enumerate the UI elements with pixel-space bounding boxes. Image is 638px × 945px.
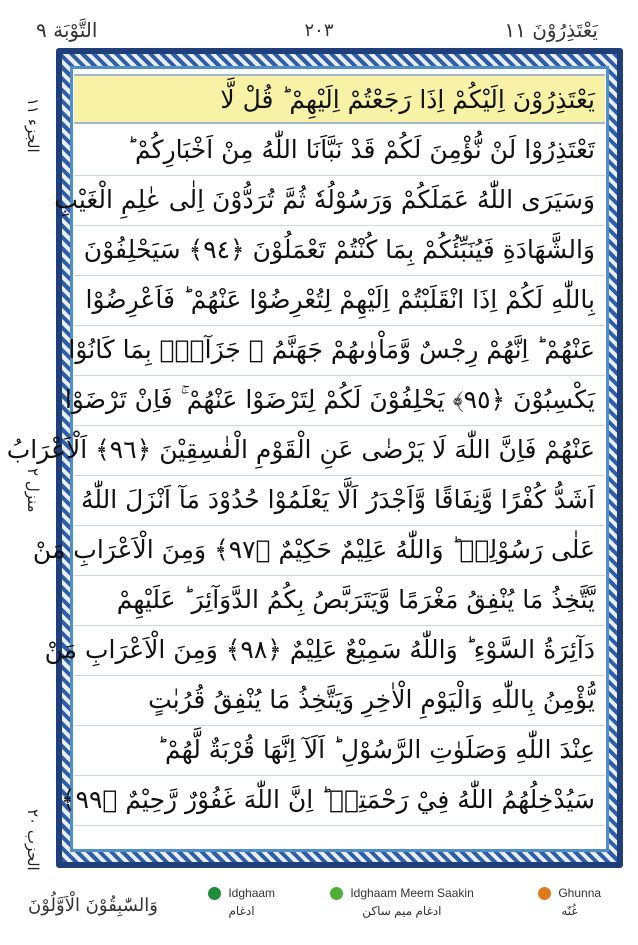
page-number: ٢٠٣: [304, 20, 334, 41]
ayah-line: يَّتَّخِذُ مَا يُنْفِقُ مَغْرَمًا وَّيَتَرَبَّصُ بِكُمُ الدَّوَآئِرَ ؕ عَلَيْهِمْ: [74, 576, 605, 626]
ayah-line: وَسَيَرَى اللّٰهُ عَمَلَكُمْ وَرَسُوْلُهٗ ثُمَّ تُرَدُّوْنَ اِلٰى عٰلِمِ الْغَيْبِ: [74, 176, 605, 226]
idghaam-dot-icon: [208, 887, 221, 900]
page-footer: [0, 880, 638, 945]
ayah-line: اَشَدُّ كُفْرًا وَّنِفَاقًا وَّاَجْدَرُ اَلَّا يَعْلَمُوْا حُدُوْدَ مَآ اَنْزَلَ اللّٰهُ: [74, 476, 605, 526]
legend-label: Idghaam: [228, 886, 276, 900]
ayah-line: بِاللّٰهِ لَكُمْ اِذَا انْقَلَبْتُمْ اِلَيْهِمْ لِتُعْرِضُوْا عَنْهُمْ ؕ فَاَعْرِضُوْا: [74, 276, 605, 326]
ayah-line: دَآئِرَةُ السَّوْءِ ؕ وَاللّٰهُ سَمِيْعٌ عَلِيْمٌ ﴿٩٨﴾ وَمِنَ الْاَعْرَابِ مَنْ: [74, 626, 605, 676]
idghaam-meem-dot-icon: [330, 887, 343, 900]
manzil-label: منزل ٢: [24, 467, 42, 513]
legend-idghaam: [208, 886, 275, 918]
legend-arabic: ادغام: [228, 904, 255, 919]
ayah-line-highlight: يَعْتَذِرُوْنَ اِلَيْكُمْ اِذَا رَجَعْتُمْ اِلَيْهِمْ ؕ قُلْ لَّا: [74, 74, 605, 124]
ayah-line: يُّؤْمِنُ بِاللّٰهِ وَالْيَوْمِ الْاٰخِرِ وَيَتَّخِذُ مَا يُنْفِقُ قُرُبٰتٍ: [74, 676, 605, 726]
legend-label: Idghaam Meem Saakin: [350, 886, 474, 900]
surah-name: التَّوْبَة ٩: [36, 18, 98, 42]
legend-arabic: غُنّه: [561, 904, 578, 919]
page-header: [0, 0, 638, 52]
ayah-line: عَلٰى رَسُوْلِهٖ ؕ وَاللّٰهُ عَلِيْمٌ حَكِيْمٌ ﴿٩٧﴾ وَمِنَ الْاَعْرَابِ مَنْ: [74, 526, 605, 576]
catchword: وَالسّٰبِقُوْنَ الْاَوَّلُوْنَ: [28, 895, 158, 916]
ayah-line: عِنْدَ اللّٰهِ وَصَلَوٰتِ الرَّسُوْلِ ؕ اَلَآ اِنَّهَا قُرْبَةٌ لَّهُمْ ؕ: [74, 726, 605, 776]
legend-idghaam-meem-saakin: [330, 886, 474, 918]
hizb-label: الحزب ٢٠: [24, 809, 42, 871]
juz-name: يَعْتَذِرُوْنَ ١١: [504, 18, 598, 42]
ayah-line: تَعْتَذِرُوْا لَنْ نُّؤْمِنَ لَكُمْ قَدْ نَبَّاَنَا اللّٰهُ مِنْ اَخْبَارِكُمْ ؕ: [74, 126, 605, 176]
ghunna-dot-icon: [538, 887, 551, 900]
ayah-line: عَنْهُمْ فَاِنَّ اللّٰهَ لَا يَرْضٰى عَنِ الْقَوْمِ الْفٰسِقِيْنَ ﴿٩٦﴾ اَلْاَعْرَابُ: [74, 426, 605, 476]
ayah-line: سَيُدْخِلُهُمُ اللّٰهُ فِيْ رَحْمَتِهٖ ؕ اِنَّ اللّٰهَ غَفُوْرٌ رَّحِيْمٌ ﴿٩٩﴾: [74, 776, 605, 826]
ayah-line: عَنْهُمْ ؕ اِنَّهُمْ رِجْسٌ وَّمَاْوٰىهُمْ جَهَنَّمُ ۚ جَزَآءًۢ بِمَا كَانُوْا: [74, 326, 605, 376]
legend-label: Ghunna: [558, 886, 602, 900]
ayah-line: يَكْسِبُوْنَ ﴿٩٥﴾ يَحْلِفُوْنَ لَكُمْ لِتَرْضَوْا عَنْهُمْ ۚ فَاِنْ تَرْضَوْا: [74, 376, 605, 426]
legend-arabic: ادغام میم ساکن: [362, 904, 442, 919]
legend-ghunna: [538, 886, 601, 918]
juz-label: الجزء ١١: [24, 97, 42, 153]
ayah-line: وَالشَّهَادَةِ فَيُنَبِّئُكُمْ بِمَا كُنْتُمْ تَعْمَلُوْنَ ﴿٩٤﴾ سَيَحْلِفُوْنَ: [74, 226, 605, 276]
